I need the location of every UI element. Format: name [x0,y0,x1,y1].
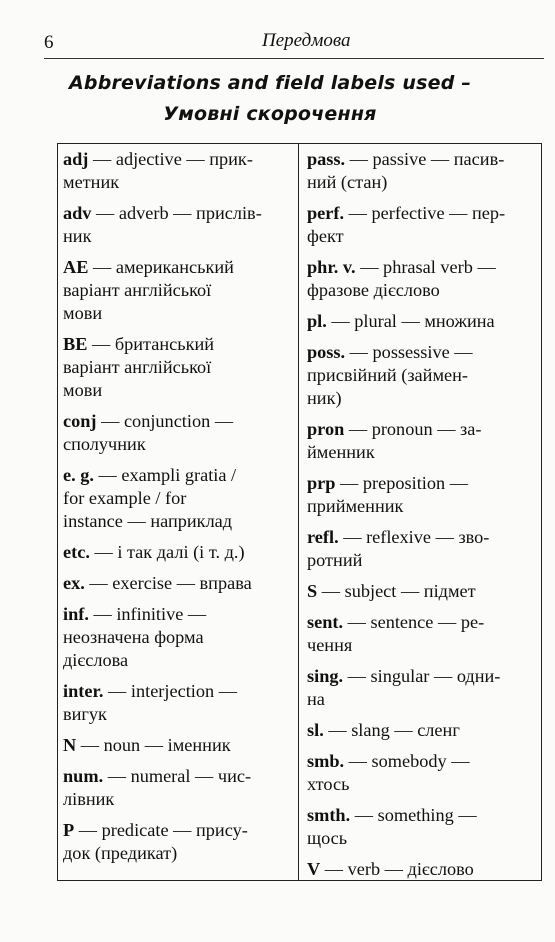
entry-first-line [307,719,539,742]
abbreviation-entry [307,804,539,850]
abbreviation-definition-text: — noun — іменник [76,735,231,755]
abbreviation-definition-text: — verb — дієслово [320,859,474,879]
abbreviation-entry [307,719,539,742]
abbreviation-definition-text: — possessive — [345,342,473,362]
entry-continuation-line [307,773,539,796]
entry-continuation-line [63,356,295,379]
abbreviation-definition-text: ник) [307,388,342,408]
entry-first-line [63,734,295,757]
entry-first-line [63,541,295,564]
entry-continuation-line [307,387,539,410]
abbreviation-definition-text: — infinitive — [88,604,207,624]
abbreviation-entry [307,202,539,248]
entry-first-line [307,202,539,225]
abbreviation-entry [63,603,295,672]
abbreviation-definition-text: метник [63,172,120,192]
column-divider [298,144,299,880]
page-header [44,28,544,56]
entry-first-line [63,202,295,225]
abbreviation-entry [307,526,539,572]
entry-continuation-line [63,302,295,325]
abbreviation-term: N [63,735,77,755]
abbreviation-definition-text: — американський [88,257,234,277]
abbreviation-entry [307,256,539,302]
entry-first-line [307,256,539,279]
entry-first-line [307,665,539,688]
abbreviation-term: ex. [63,573,85,593]
abbreviation-term: phr. v. [307,257,356,277]
abbreviation-entry [307,472,539,518]
abbreviation-entry [63,572,295,595]
header-rule [44,58,544,59]
abbreviation-definition-text: док (предикат) [63,843,178,863]
abbreviation-term: conj [63,411,97,431]
abbreviations-table [57,143,542,881]
entry-first-line [307,148,539,171]
entry-continuation-line [307,549,539,572]
abbreviation-term: sing. [307,666,344,686]
abbreviation-term: sl. [307,720,324,740]
abbreviation-term: P [63,820,75,840]
entry-continuation-line [63,842,295,865]
section-title [60,68,480,130]
abbreviation-entry [63,819,295,865]
abbreviation-definition-text: — exercise — вправа [84,573,252,593]
abbreviation-definition-text: присвійний (займен- [307,365,468,385]
abbreviation-entry [63,148,295,194]
entry-continuation-line [63,433,295,456]
abbreviation-definition-text: варіант англійської [63,280,212,300]
abbreviation-definition-text: — exampli gratia / [93,465,237,485]
abbreviation-entry [63,333,295,402]
entry-continuation-line [63,279,295,302]
abbreviation-definition-text: — slang — сленг [323,720,460,740]
abbreviation-definition-text: — passive — пасив- [345,149,505,169]
abbreviation-entry [307,310,539,333]
abbreviation-entry [63,202,295,248]
entry-continuation-line [307,364,539,387]
abbreviation-entry [63,256,295,325]
abbreviation-entry [307,580,539,603]
abbreviation-term: inf. [63,604,89,624]
abbreviation-term: BE [63,334,88,354]
entry-first-line [307,804,539,827]
abbreviation-definition-text: — і так далі (і т. д.) [89,542,245,562]
entry-first-line [63,410,295,433]
abbreviation-definition-text: — plural — множина [326,311,495,331]
abbreviation-definition-text: — британський [87,334,215,354]
entry-first-line [307,472,539,495]
abbreviation-definition-text: на [307,689,325,709]
abbreviation-definition-text: прийменник [307,496,404,516]
entry-first-line [63,603,295,626]
abbreviation-entry [63,734,295,757]
abbreviation-definition-text: ротний [307,550,363,570]
abbreviation-definition-text: фразове дієслово [307,280,440,300]
abbreviation-definition-text: — interjection — [103,681,237,701]
section-title-line-1: Abbreviations and field labels used – [68,72,472,94]
abbreviation-entry [63,541,295,564]
abbreviation-term: poss. [307,342,346,362]
abbreviation-entry [307,750,539,796]
abbreviation-term: perf. [307,203,345,223]
entry-first-line [63,256,295,279]
abbreviation-entry [307,148,539,194]
abbreviation-definition-text: — preposition — [335,473,468,493]
abbreviation-definition-text: — pronoun — за- [344,419,482,439]
abbreviation-entry [307,341,539,410]
entry-continuation-line [307,279,539,302]
abbreviation-entry [307,418,539,464]
abbreviation-term: pl. [307,311,327,331]
abbreviation-definition-text: — something — [350,805,477,825]
abbreviation-entry [307,665,539,711]
abbreviation-entry [63,680,295,726]
entry-first-line [307,750,539,773]
abbreviation-definition-text: — perfective — пер- [344,203,506,223]
abbreviation-entry [63,464,295,533]
abbreviation-term: pass. [307,149,346,169]
abbreviation-term: inter. [63,681,104,701]
entry-first-line [307,526,539,549]
abbreviation-definition-text: — conjunction — [96,411,234,431]
entry-continuation-line [63,225,295,248]
abbreviation-definition-text: — subject — підмет [317,581,476,601]
entry-first-line [307,341,539,364]
abbreviation-definition-text: — adjective — прик- [88,149,253,169]
abbreviation-definition-text: чення [307,635,353,655]
abbreviation-term: prp [307,473,336,493]
entry-first-line [307,310,539,333]
abbreviation-definition-text: — singular — одни- [343,666,501,686]
abbreviation-term: sent. [307,612,344,632]
entry-first-line [63,333,295,356]
abbreviation-term: num. [63,766,104,786]
entry-continuation-line [307,441,539,464]
entry-continuation-line [307,688,539,711]
abbreviation-definition-text: — sentence — ре- [343,612,485,632]
abbreviation-term: AE [63,257,89,277]
entry-continuation-line [63,649,295,672]
abbreviation-term: smth. [307,805,351,825]
entry-continuation-line [63,788,295,811]
right-column [307,148,539,889]
abbreviation-definition-text: дієслова [63,650,129,670]
abbreviation-definition-text: ник [63,226,92,246]
abbreviation-definition-text: instance — наприклад [63,511,233,531]
entry-first-line [63,148,295,171]
abbreviation-entry [307,611,539,657]
section-title-line-2: Умовні скорочення [163,103,377,125]
abbreviation-definition-text: лівник [63,789,115,809]
abbreviation-term: adj [63,149,89,169]
abbreviation-term: adv [63,203,92,223]
abbreviation-definition-text: — predicate — прису- [74,820,248,840]
abbreviation-term: S [307,581,318,601]
entry-continuation-line [63,703,295,726]
entry-continuation-line [307,171,539,194]
abbreviation-definition-text: варіант англійської [63,357,212,377]
abbreviation-term: refl. [307,527,339,547]
entry-first-line [63,572,295,595]
entry-continuation-line [307,634,539,657]
abbreviation-definition-text: — numeral — чис- [103,766,252,786]
entry-first-line [307,418,539,441]
abbreviation-definition-text: фект [307,226,344,246]
entry-first-line [307,611,539,634]
abbreviation-term: etc. [63,542,90,562]
abbreviation-definition-text: вигук [63,704,107,724]
abbreviation-definition-text: — somebody — [344,751,470,771]
abbreviation-definition-text: for example / for [63,488,187,508]
abbreviation-definition-text: щось [307,828,348,848]
abbreviation-definition-text: ний (стан) [307,172,388,192]
entry-continuation-line [307,225,539,248]
entry-continuation-line [63,171,295,194]
page-number: 6 [44,32,54,53]
abbreviation-definition-text: мови [63,380,103,400]
abbreviation-term: smb. [307,751,345,771]
abbreviation-definition-text: — adverb — прислів- [91,203,262,223]
abbreviation-term: pron [307,419,345,439]
abbreviation-term: V [307,859,321,879]
entry-continuation-line [63,379,295,402]
entry-first-line [307,858,539,881]
left-column [63,148,295,873]
entry-first-line [63,680,295,703]
abbreviation-definition-text: неозначена форма [63,627,204,647]
entry-continuation-line [307,495,539,518]
abbreviation-definition-text: йменник [307,442,375,462]
abbreviation-entry [307,858,539,881]
abbreviation-term: e. g. [63,465,94,485]
entry-continuation-line [63,626,295,649]
entry-continuation-line [63,510,295,533]
entry-first-line [63,819,295,842]
abbreviation-entry [63,410,295,456]
entry-first-line [63,765,295,788]
entry-continuation-line [63,487,295,510]
entry-first-line [63,464,295,487]
abbreviation-definition-text: — reflexive — зво- [338,527,490,547]
running-title: Передмова [262,30,351,51]
abbreviation-definition-text: — phrasal verb — [355,257,496,277]
abbreviation-definition-text: сполучник [63,434,146,454]
abbreviation-entry [63,765,295,811]
entry-continuation-line [307,827,539,850]
entry-first-line [307,580,539,603]
abbreviation-definition-text: хтось [307,774,350,794]
abbreviation-definition-text: мови [63,303,103,323]
